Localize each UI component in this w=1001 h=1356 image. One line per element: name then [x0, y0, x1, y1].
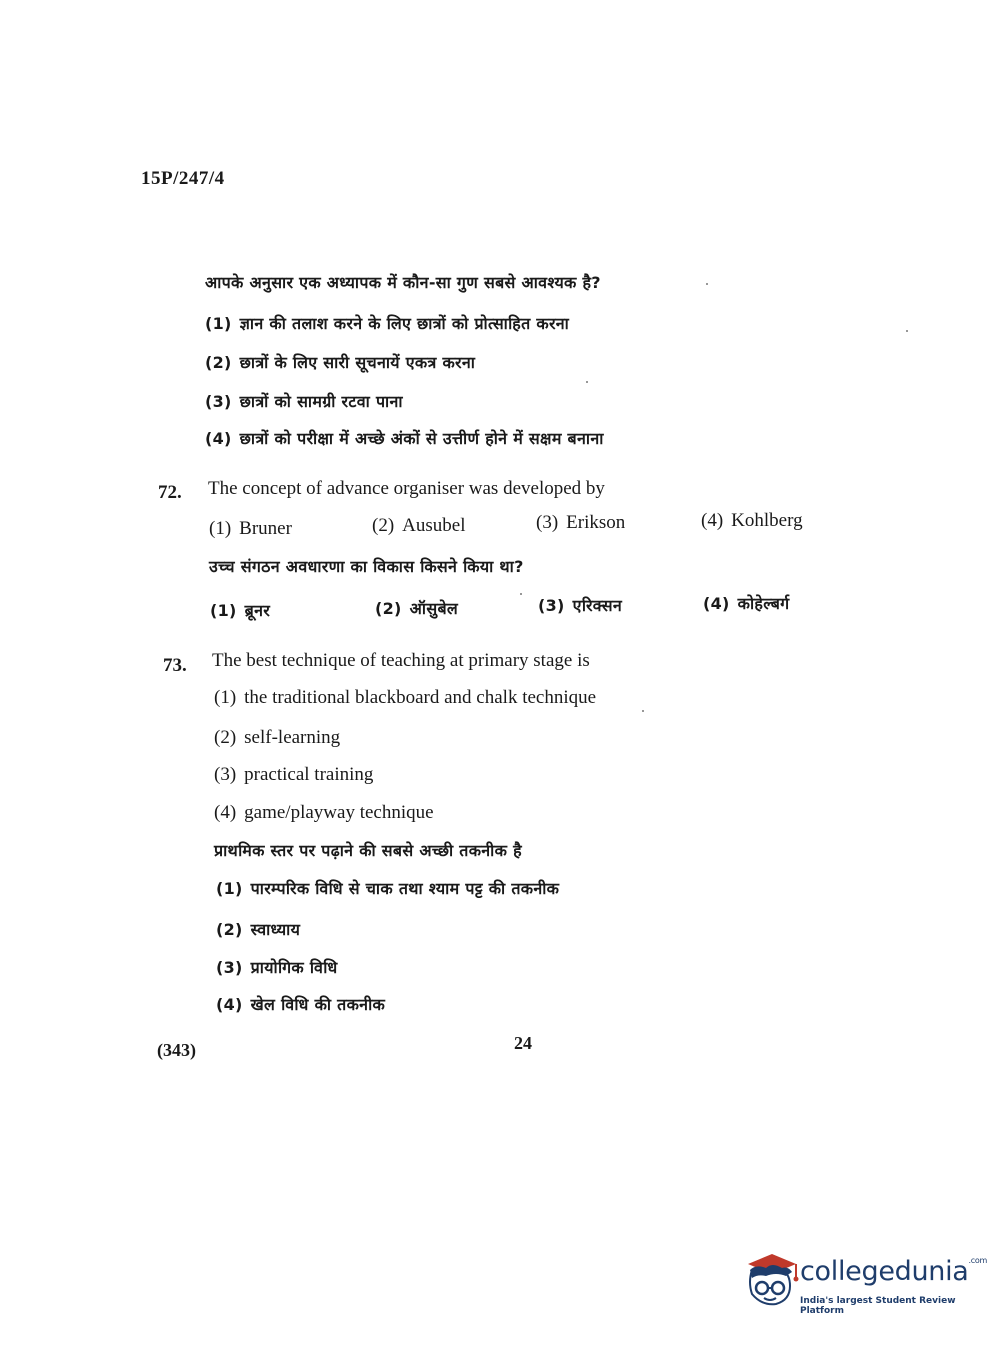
logo-tagline: India's largest Student Review Platform: [800, 1296, 956, 1316]
paper-code: 15P/247/4: [141, 168, 225, 189]
logo-wordmark: [800, 1256, 987, 1287]
q73-hindi-option-2: [216, 918, 300, 940]
q73-hindi-question: प्राथमिक स्तर पर पढ़ाने की सबसे अच्छी तकनीक है: [214, 841, 522, 860]
scan-speck: [520, 593, 522, 595]
q71-hindi-option-2: [205, 351, 475, 373]
option-text: Erikson: [566, 512, 626, 533]
footer-booklet-code: (343): [157, 1040, 196, 1060]
option-text: game/playway technique: [244, 802, 434, 823]
option-text: the traditional blackboard and chalk technique: [244, 687, 597, 708]
option-text: प्रायोगिक विधि: [250, 958, 338, 977]
q72-english-option-2: [372, 515, 465, 537]
option-number: (3): [205, 392, 232, 411]
option-text: एरिक्सन: [572, 596, 623, 615]
option-number: (1): [210, 601, 237, 620]
q71-hindi-option-4: [205, 427, 604, 449]
q73-english-option-2: [214, 727, 340, 749]
option-text: कोहेल्बर्ग: [737, 594, 790, 613]
option-text: Bruner: [239, 518, 292, 539]
option-text: Ausubel: [402, 515, 466, 536]
option-number: (4): [205, 429, 232, 448]
option-number: (1): [214, 687, 237, 708]
q72-hindi-option-4: [703, 592, 789, 614]
q73-hindi-option-3: [216, 956, 337, 978]
q72-english-question: The concept of advance organiser was developed by: [208, 478, 605, 499]
scan-speck: [586, 381, 588, 383]
q73-english-option-3: [214, 764, 373, 786]
q72-english-option-4: [701, 510, 803, 532]
scan-speck: [906, 330, 908, 332]
option-number: (3): [536, 512, 559, 533]
q71-hindi-option-1: [205, 312, 569, 334]
option-number: (2): [205, 353, 232, 372]
option-number: (1): [216, 879, 243, 898]
option-text: Kohlberg: [731, 510, 803, 531]
option-number: (2): [375, 599, 402, 618]
option-number: (4): [214, 802, 237, 823]
option-text: छात्रों को सामग्री रटवा पाना: [239, 392, 403, 411]
q73-english-option-1: [214, 687, 596, 709]
option-number: (1): [205, 314, 232, 333]
q72-hindi-question: उच्च संगठन अवधारणा का विकास किसने किया था?: [209, 557, 524, 576]
q72-hindi-option-2: [375, 597, 458, 619]
option-text: स्वाध्याय: [250, 920, 301, 939]
q73-hindi-option-1: [216, 877, 559, 899]
option-number: (2): [372, 515, 395, 536]
q71-hindi-option-3: [205, 390, 403, 412]
option-number: (4): [701, 510, 724, 531]
option-text: खेल विधि की तकनीक: [250, 995, 386, 1014]
option-text: self-learning: [244, 727, 341, 748]
q72-english-option-3: [536, 512, 625, 534]
option-number: (3): [216, 958, 243, 977]
q72-hindi-option-1: [210, 599, 270, 621]
option-text: छात्रों के लिए सारी सूचनायें एकत्र करना: [239, 353, 476, 372]
option-number: (3): [214, 764, 237, 785]
q71-hindi-question: आपके अनुसार एक अध्यापक में कौन-सा गुण सबसे आवश्यक है?: [205, 273, 601, 292]
option-number: (2): [214, 727, 237, 748]
student-mascot-icon: [742, 1248, 800, 1310]
q72-hindi-option-3: [538, 594, 622, 616]
scan-speck: [642, 710, 644, 712]
option-text: पारम्परिक विधि से चाक तथा श्याम पट्ट की तकनीक: [250, 879, 560, 898]
option-number: (4): [703, 594, 730, 613]
option-text: ब्रूनर: [244, 601, 271, 620]
q73-english-question: The best technique of teaching at primary stage is: [212, 650, 590, 671]
option-number: (1): [209, 518, 232, 539]
q73-hindi-option-4: [216, 993, 385, 1015]
option-text: ज्ञान की तलाश करने के लिए छात्रों को प्रोत्साहित करना: [239, 314, 570, 333]
page-number: 24: [514, 1033, 532, 1053]
q72-english-option-1: [209, 518, 292, 540]
option-text: ऑसुबेल: [409, 599, 459, 618]
collegedunia-logo: [742, 1248, 987, 1318]
q72-number: 72.: [158, 482, 182, 503]
q73-english-option-4: [214, 802, 434, 824]
q73-number: 73.: [163, 655, 187, 676]
option-number: (4): [216, 995, 243, 1014]
option-text: practical training: [244, 764, 374, 785]
option-text: छात्रों को परीक्षा में अच्छे अंकों से उत्तीर्ण होने में सक्षम बनाना: [239, 429, 604, 448]
logo-brand-suffix: .com: [968, 1256, 987, 1265]
option-number: (2): [216, 920, 243, 939]
logo-brand: collegedunia: [800, 1256, 969, 1287]
option-number: (3): [538, 596, 565, 615]
scan-speck: [706, 283, 708, 285]
